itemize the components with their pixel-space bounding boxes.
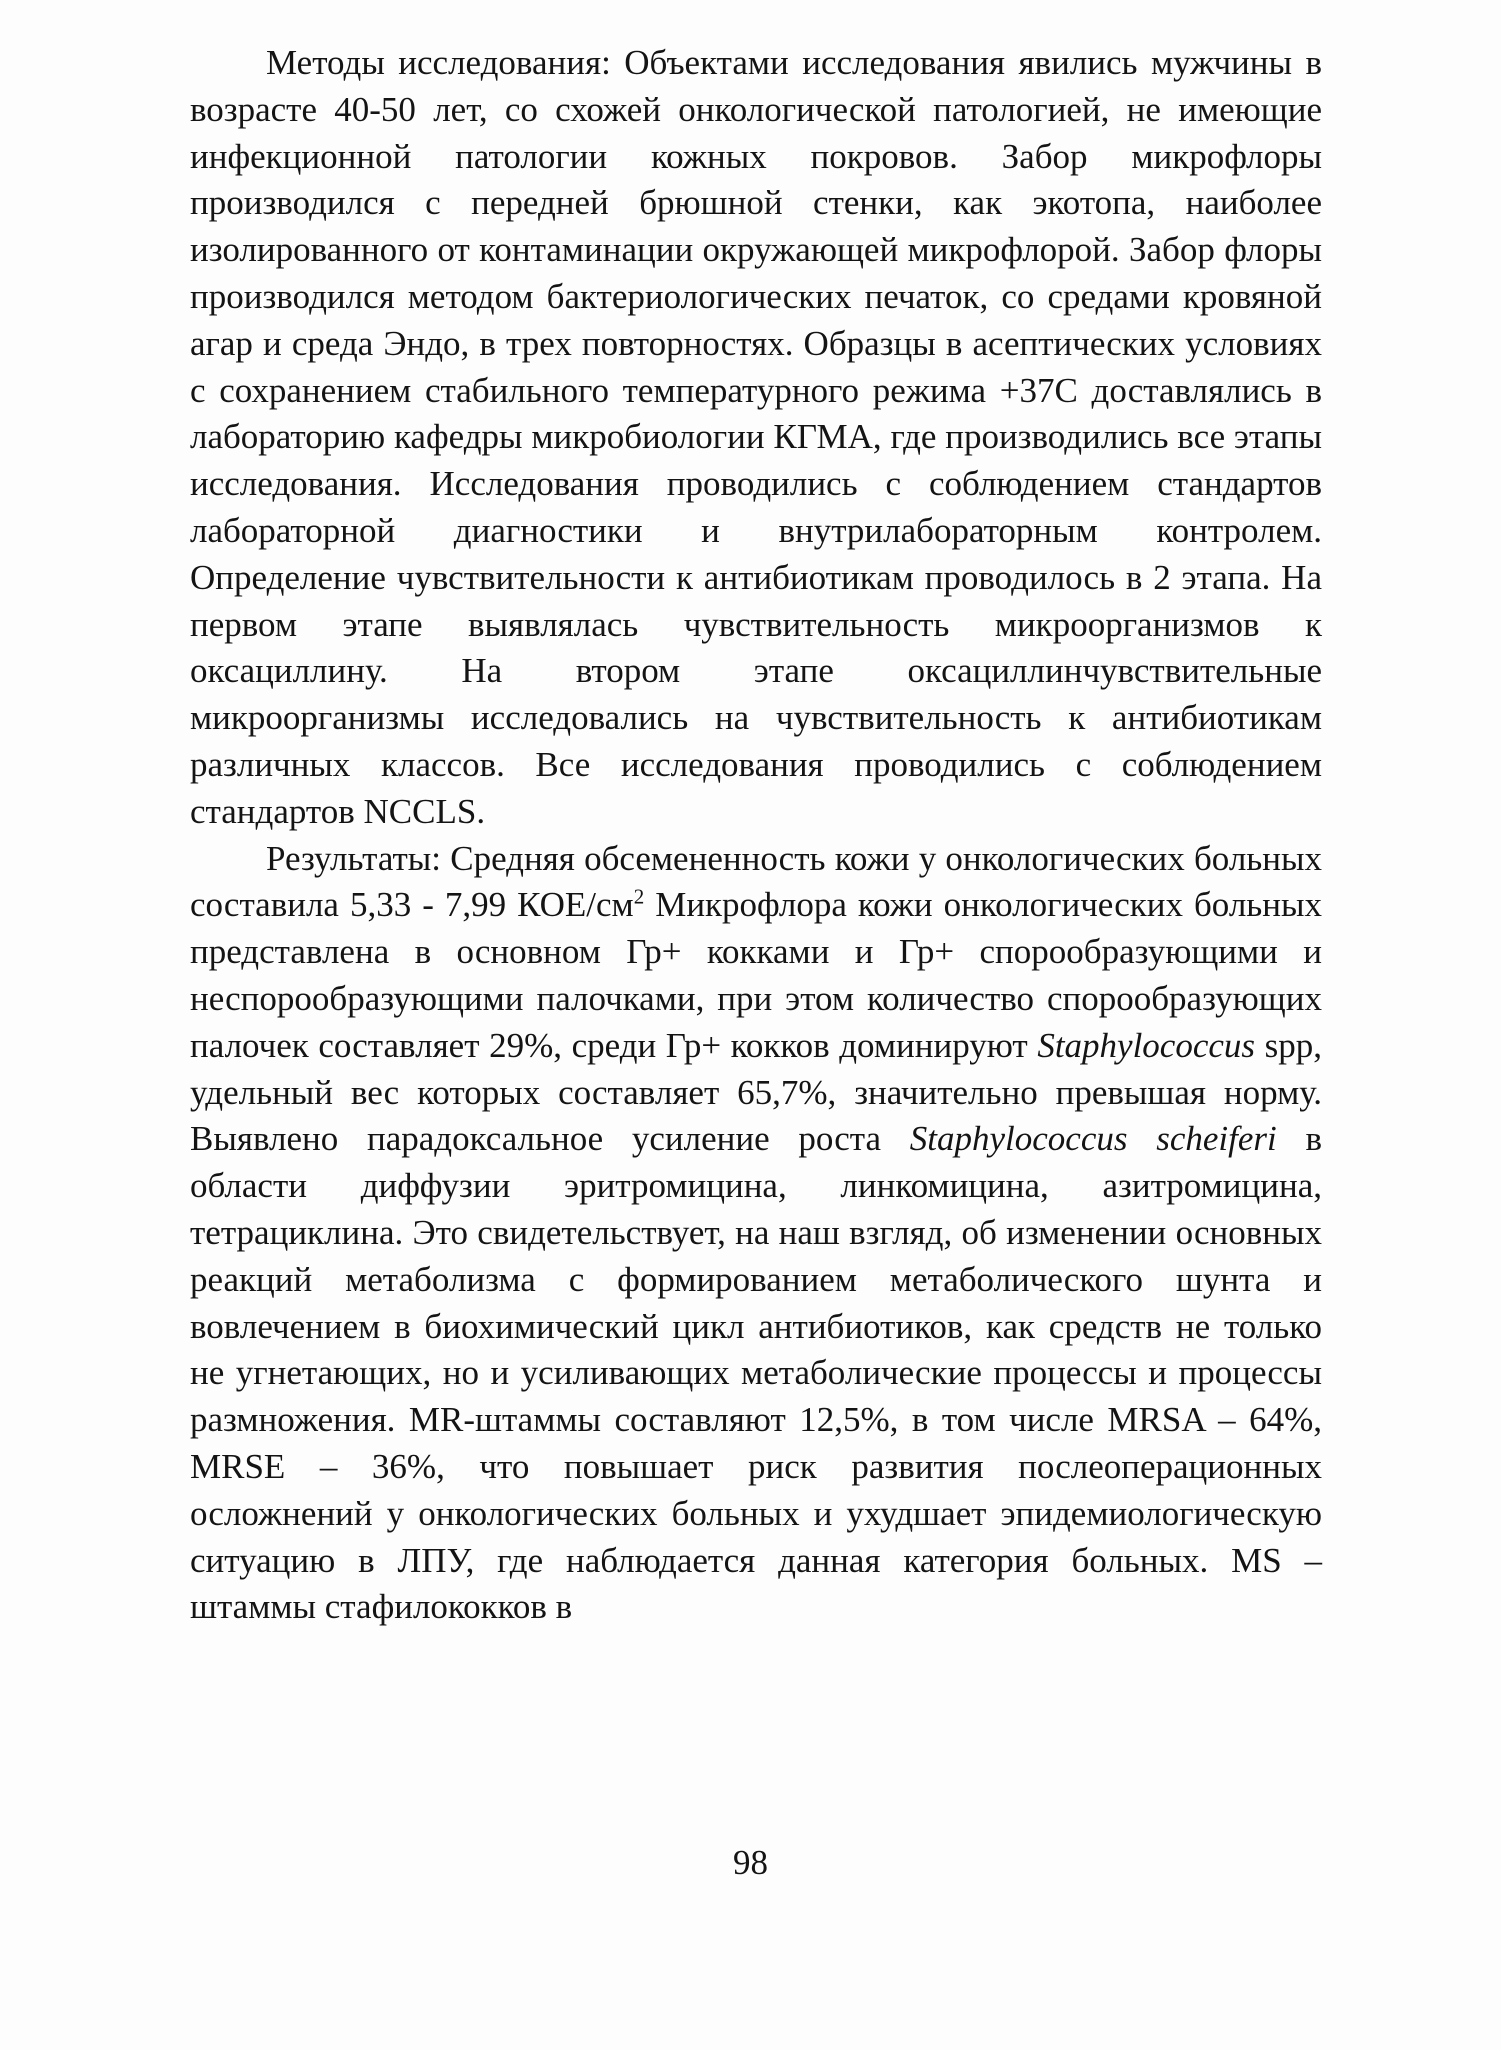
page-number: 98 [733, 1843, 768, 1882]
results-text-part2: Микрофлора кожи онкологических больных представлена в основном Гр+ кокками и Гр+ спорообразующими и неспорообразующими палочками, при этом количество спорообразующих палочек составляет 29%, среди Гр+ кокков доминируют [190, 885, 1322, 1065]
results-italic-genus: Staphylococcus [1037, 1025, 1256, 1065]
results-italic-species: Staphylococcus scheiferi [909, 1119, 1277, 1159]
methods-paragraph: Методы исследования: Объектами исследования явились мужчины в возрасте 40-50 лет, со схожей онкологической патологией, не имеющие инфекционной патологии кожных покровов. Забор микрофлоры производился с передней брюшной стенки, как экотопа, наиболее изолированного от контаминации окружающей микрофлорой. Забор флоры производился методом бактериологических печаток, со средами кровяной агар и среда Эндо, в трех повторностях. Образцы в асептических условиях с сохранением стабильного температурного режима +37С доставлялись в лабораторию кафедры микробиологии КГМА, где производились все этапы исследования. Исследования проводились с соблюдением стандартов лабораторной диагностики и внутрилабораторным контролем. Определение чувствительности к антибиотикам проводилось в 2 этапа. На первом этапе выявлялась чувствительность микроорганизмов к оксациллину. На втором этапе оксациллинчувствительные микроорганизмы исследовались на чувствительность к антибиотикам различных классов. Все исследования проводились с соблюдением стандартов NCCLS. [190, 43, 1322, 831]
results-text-part1: Результаты: Средняя обсемененность кожи у онкологических больных составила 5,33 - 7,99 КОЕ/см [190, 838, 1322, 925]
results-text-part3: spp, удельный вес которых составляет 65,7%, значительно превышая норму. Выявлено парадоксальное усиление роста [190, 1025, 1322, 1159]
results-paragraph [190, 836, 1322, 1632]
body-text [190, 40, 1322, 1631]
results-superscript: 2 [633, 884, 645, 909]
results-text-part4: в области диффузии эритромицина, линкомицина, азитромицина, тетрациклина. Это свидетельствует, на наш взгляд, об изменении основных реакций метаболизма с формированием метаболического шунта и вовлечением в биохимический цикл антибиотиков, как средств не только не угнетающих, но и усиливающих метаболические процессы и процессы размножения. MR-штаммы составляют 12,5%, в том числе MRSA – 64%, MRSE – 36%, что повышает риск развития послеоперационных осложнений у онкологических больных и ухудшает эпидемиологическую ситуацию в ЛПУ, где наблюдается данная категория больных. MS – штаммы стафилококков в [190, 1119, 1323, 1627]
